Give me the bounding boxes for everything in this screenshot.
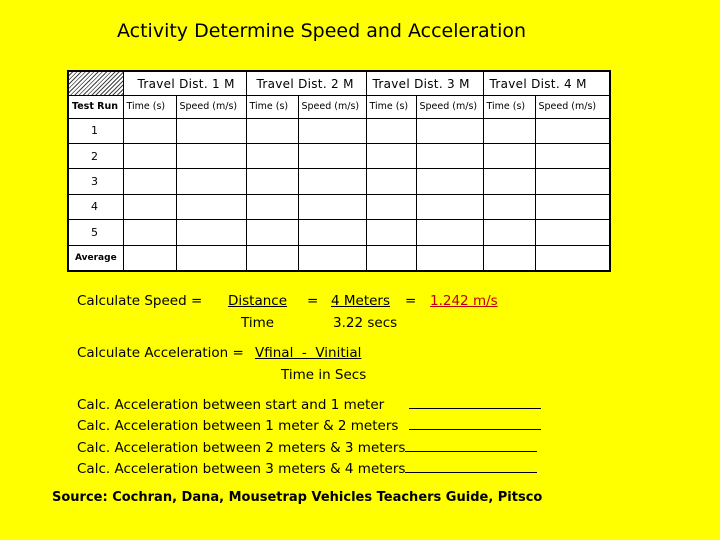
data-table bbox=[67, 70, 611, 272]
table-row bbox=[68, 118, 610, 143]
table-row bbox=[68, 169, 610, 194]
calc-line-3 bbox=[77, 439, 537, 456]
hatched-corner-cell bbox=[68, 71, 123, 96]
table-row bbox=[68, 220, 610, 245]
answer-blank[interactable] bbox=[409, 417, 541, 430]
header-dist-1: Travel Dist. 1 M bbox=[123, 71, 246, 96]
speed-value-denominator: 3.22 secs bbox=[333, 315, 398, 331]
answer-blank[interactable] bbox=[409, 396, 541, 409]
calc-line-4 bbox=[77, 460, 537, 477]
calc-line-text: Calc. Acceleration between 1 meter & 2 meters bbox=[77, 418, 399, 434]
acceleration-denominator: Time in Secs bbox=[281, 367, 367, 383]
header-dist-4: Travel Dist. 4 M bbox=[483, 71, 610, 96]
header-time: Time (s) bbox=[123, 96, 176, 118]
table-row bbox=[68, 143, 610, 168]
unit-header-row bbox=[68, 96, 610, 118]
calc-line-text: Calc. Acceleration between 3 meters & 4 meters bbox=[77, 461, 406, 477]
speed-value-numerator: 4 Meters bbox=[331, 293, 391, 309]
speed-denominator: Time bbox=[241, 315, 275, 331]
speed-equals-2: = bbox=[405, 293, 417, 309]
data-table-container bbox=[67, 70, 609, 272]
speed-label: Calculate Speed = bbox=[77, 293, 203, 309]
header-speed: Speed (m/s) bbox=[416, 96, 483, 118]
table-row bbox=[68, 194, 610, 219]
header-time: Time (s) bbox=[483, 96, 535, 118]
calc-line-text: Calc. Acceleration between start and 1 meter bbox=[77, 397, 385, 413]
calc-line-text: Calc. Acceleration between 2 meters & 3 meters bbox=[77, 440, 406, 456]
page-title: Activity Determine Speed and Acceleration bbox=[117, 20, 527, 42]
run-number: 3 bbox=[68, 169, 123, 194]
run-number: 5 bbox=[68, 220, 123, 245]
calc-line-1 bbox=[77, 396, 541, 413]
distance-header-row bbox=[68, 71, 610, 96]
speed-result: 1.242 m/s bbox=[430, 293, 498, 309]
header-speed: Speed (m/s) bbox=[176, 96, 246, 118]
calc-line-2 bbox=[77, 417, 541, 434]
header-time: Time (s) bbox=[246, 96, 298, 118]
header-time: Time (s) bbox=[366, 96, 416, 118]
header-dist-3: Travel Dist. 3 M bbox=[366, 71, 483, 96]
header-speed: Speed (m/s) bbox=[535, 96, 610, 118]
speed-numerator: Distance bbox=[228, 293, 288, 309]
run-number: 2 bbox=[68, 143, 123, 168]
average-row bbox=[68, 245, 610, 271]
header-dist-2: Travel Dist. 2 M bbox=[246, 71, 366, 96]
answer-blank[interactable] bbox=[405, 439, 537, 452]
speed-equals-1: = bbox=[307, 293, 319, 309]
header-test-run: Test Run bbox=[68, 96, 123, 118]
acceleration-label: Calculate Acceleration = bbox=[77, 345, 244, 361]
source-citation: Source: Cochran, Dana, Mousetrap Vehicles Teachers Guide, Pitsco bbox=[52, 490, 543, 505]
average-label: Average bbox=[68, 245, 123, 271]
run-number: 4 bbox=[68, 194, 123, 219]
acceleration-numerator: Vfinal - Vinitial bbox=[255, 345, 362, 361]
run-number: 1 bbox=[68, 118, 123, 143]
answer-blank[interactable] bbox=[405, 460, 537, 473]
header-speed: Speed (m/s) bbox=[298, 96, 366, 118]
